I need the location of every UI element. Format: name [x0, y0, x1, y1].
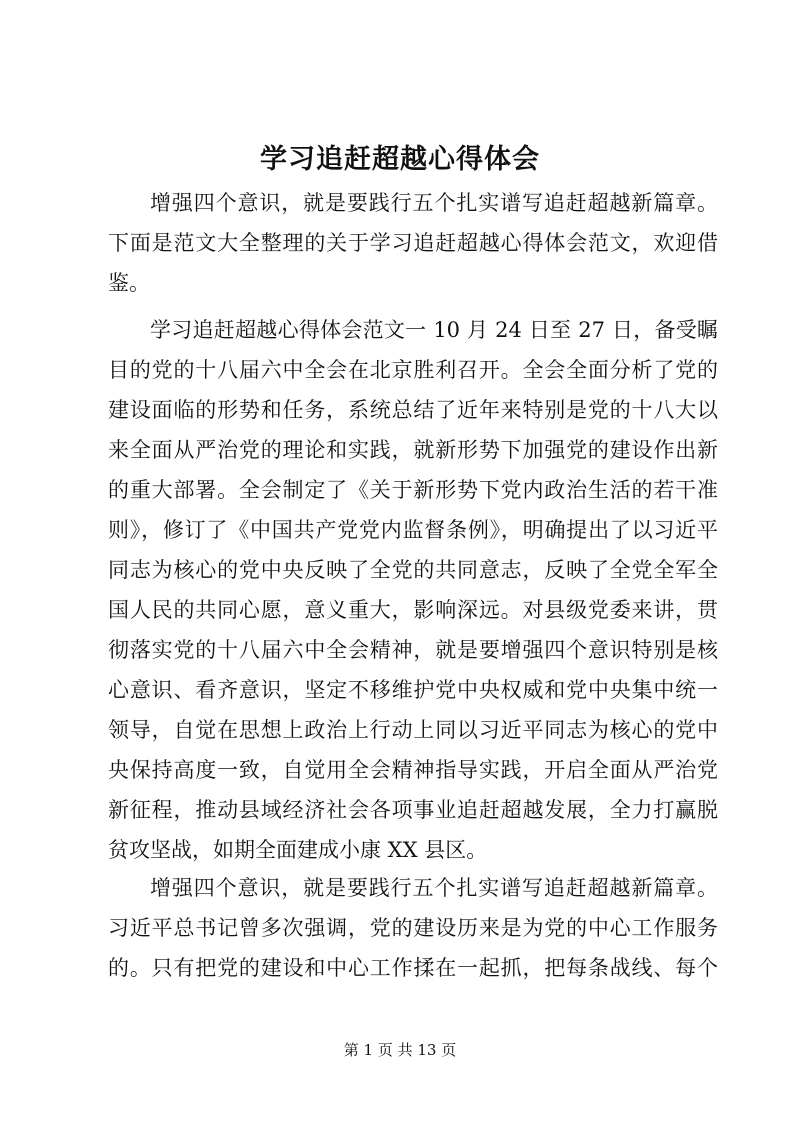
paragraph-line: 心意识、看齐意识，坚定不移维护党中央权威和党中央集中统一	[108, 678, 718, 702]
paragraph-line: 增强四个意识，就是要践行五个扎实谱写追赶超越新篇章。	[150, 191, 718, 215]
paragraph-line: 领导，自觉在思想上政治上行动上同以习近平同志为核心的党中	[108, 718, 718, 742]
document-title: 学习追赶超越心得体会	[260, 144, 540, 175]
paragraph-line: 鉴。	[108, 271, 150, 295]
paragraph-line: 的重大部署。全会制定了《关于新形势下党内政治生活的若干准	[108, 478, 718, 502]
paragraph-line: 则》，修订了《中国共产党党内监督条例》，明确提出了以习近平	[108, 518, 718, 542]
paragraph-line: 新征程，推动县域经济社会各项事业追赶超越发展，全力打赢脱	[108, 798, 718, 822]
page-number-footer: 第 1 页 共 13 页	[343, 1041, 457, 1059]
paragraph-intro	[108, 183, 718, 303]
paragraph-essay-one	[108, 310, 718, 870]
paragraph-line: 下面是范文大全整理的关于学习追赶超越心得体会范文，欢迎借	[108, 231, 718, 255]
paragraph-line: 学习追赶超越心得体会范文一 10 月 24 日至 27 日，备受瞩	[150, 318, 718, 342]
paragraph-line: 贫攻坚战，如期全面建成小康 XX 县区。	[108, 838, 488, 862]
paragraph-line: 的。只有把党的建设和中心工作揉在一起抓，把每条战线、每个	[108, 956, 718, 980]
paragraph-line: 央保持高度一致，自觉用全会精神指导实践，开启全面从严治党	[108, 758, 718, 782]
paragraph-line: 彻落实党的十八届六中全会精神，就是要增强四个意识特别是核	[108, 638, 718, 662]
paragraph-line: 建设面临的形势和任务，系统总结了近年来特别是党的十八大以	[108, 398, 718, 422]
paragraph-line: 同志为核心的党中央反映了全党的共同意志，反映了全党全军全	[108, 558, 718, 582]
paragraph-line: 目的党的十八届六中全会在北京胜利召开。全会全面分析了党的	[108, 358, 718, 382]
paragraph-closing	[108, 868, 718, 988]
paragraph-line: 增强四个意识，就是要践行五个扎实谱写追赶超越新篇章。	[150, 876, 718, 900]
paragraph-line: 国人民的共同心愿，意义重大，影响深远。对县级党委来讲，贯	[108, 598, 718, 622]
paragraph-line: 来全面从严治党的理论和实践，就新形势下加强党的建设作出新	[108, 438, 718, 462]
paragraph-line: 习近平总书记曾多次强调，党的建设历来是为党的中心工作服务	[108, 916, 718, 940]
